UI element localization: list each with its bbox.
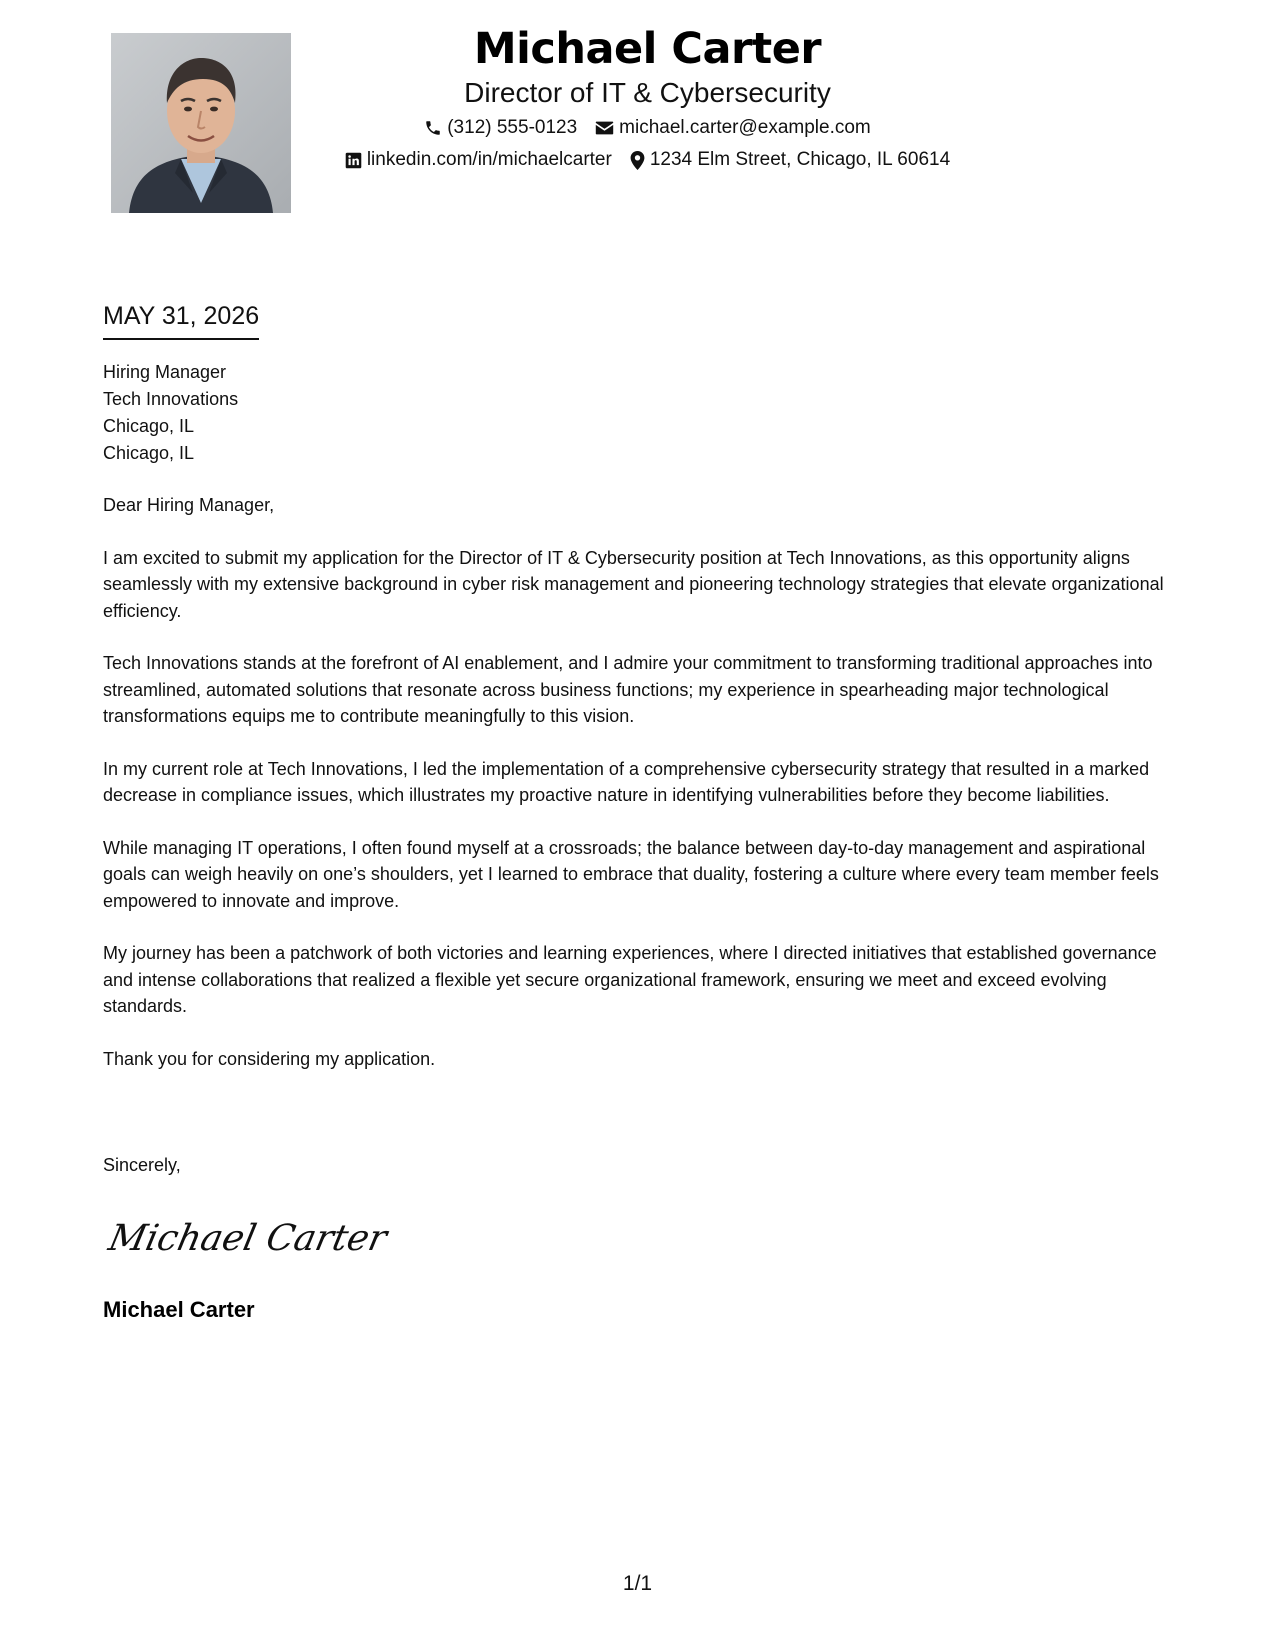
phone-text: (312) 555-0123 xyxy=(447,117,578,138)
contact-phone xyxy=(424,114,577,142)
contact-row-1 xyxy=(300,114,995,142)
recipient-line: Tech Innovations xyxy=(103,389,239,409)
applicant-title: Director of IT & Cybersecurity xyxy=(464,77,831,108)
letter-paragraph: Tech Innovations stands at the forefront of AI enablement, and I admire your commitment to transforming traditional approaches into streamlined, automated solutions that resonate across business functions; my experience in spearheading major technological transformations equips me to contribute meaningfully to this vision. xyxy=(103,653,1153,726)
address-text: 1234 Elm Street, Chicago, IL 60614 xyxy=(649,149,951,170)
letter-date: MAY 31, 2026 xyxy=(103,300,259,340)
recipient-line: Hiring Manager xyxy=(103,362,227,382)
map-pin-icon xyxy=(630,151,645,170)
profile-photo xyxy=(111,33,291,213)
recipient-block xyxy=(103,359,238,467)
signed-name: Michael Carter xyxy=(103,1297,255,1322)
page-number: 1/1 xyxy=(622,1572,653,1595)
handwritten-signature xyxy=(105,1208,391,1264)
contact-linkedin[interactable] xyxy=(345,146,612,174)
letter-paragraph: While managing IT operations, I often found myself at a crossroads; the balance between day-to-day management and aspirational goals can weigh heavily on one’s shoulders, yet I learned to embrace that duality, fostering a culture where every team member feels empowered to innovate and improve. xyxy=(103,837,1159,911)
recipient-line: Chicago, IL xyxy=(103,443,195,463)
contact-address xyxy=(630,146,950,174)
recipient-line: Chicago, IL xyxy=(103,416,195,436)
letter-paragraph: My journey has been a patchwork of both victories and learning experiences, where I directed initiatives that established governance and intense collaborations that realized a flexible yet secure organizational framework, ensuring we meet and exceed evolving standards. xyxy=(103,943,1157,1016)
contact-email[interactable] xyxy=(595,114,871,142)
email-text: michael.carter@example.com xyxy=(619,117,871,138)
envelope-icon xyxy=(595,120,614,136)
letter-body xyxy=(103,492,1183,1098)
letter-header xyxy=(300,22,995,174)
letter-paragraph: In my current role at Tech Innovations, I led the implementation of a comprehensive cybersecurity strategy that resulted in a marked decrease in compliance issues, which illustrates my proactive nature in identifying vulnerabilities before they become liabilities. xyxy=(103,758,1150,805)
signature-text: Michael Carter xyxy=(105,1216,391,1259)
phone-icon xyxy=(424,119,442,137)
contact-row-2 xyxy=(300,146,995,174)
closing: Sincerely, xyxy=(103,1155,181,1175)
salutation: Dear Hiring Manager, xyxy=(103,495,275,515)
applicant-name: Michael Carter xyxy=(473,24,822,74)
linkedin-text: linkedin.com/in/michaelcarter xyxy=(366,149,612,170)
letter-paragraph: I am excited to submit my application for the Director of IT & Cybersecurity position at Tech Innovations, as this opportunity aligns seamlessly with my extensive background in cyber risk management and pioneering technology strategies that elevate organizational efficiency. xyxy=(103,547,1164,621)
linkedin-icon xyxy=(345,152,362,169)
letter-paragraph: Thank you for considering my application. xyxy=(103,1048,436,1069)
